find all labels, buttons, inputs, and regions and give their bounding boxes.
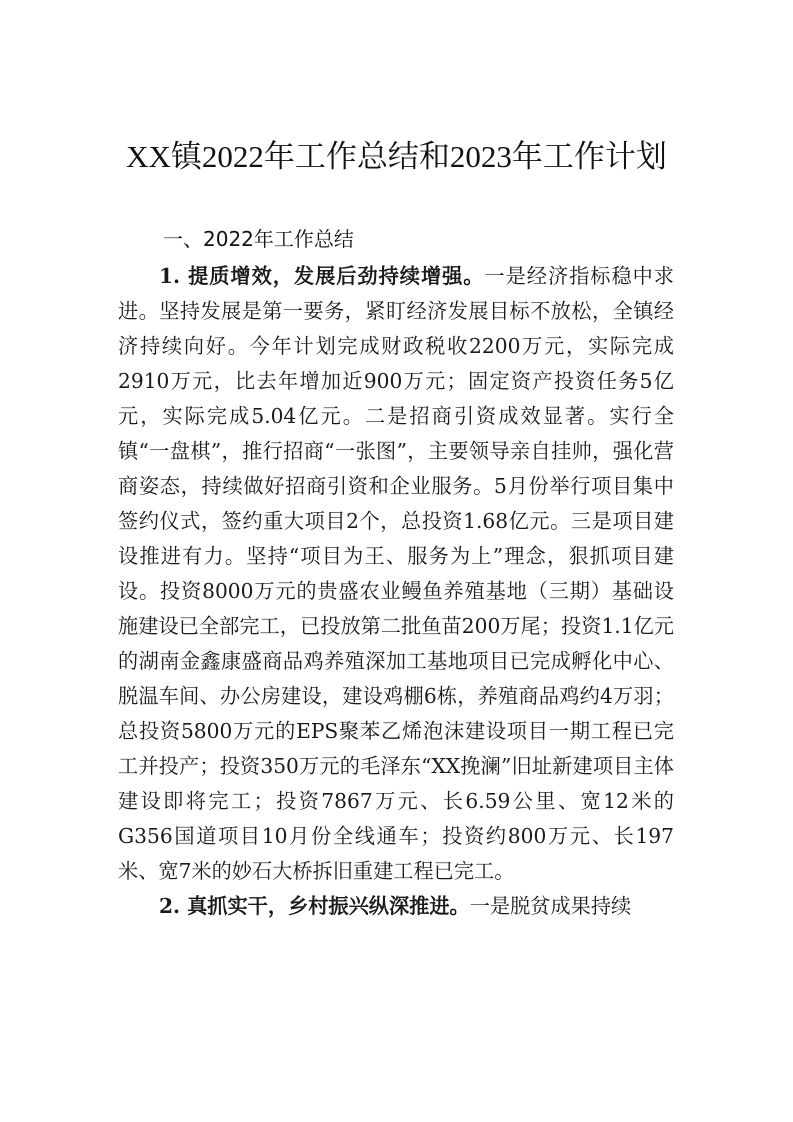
paragraph-1-lead: 1. 提质增效，发展后劲持续增强。 — [159, 264, 485, 288]
paragraph-1 — [118, 259, 674, 889]
section-heading: 一、2022年工作总结 — [163, 227, 354, 251]
paragraph-1-text: 一是经济指标稳中求进。坚持发展是第一要务，紧盯经济发展目标不放松，全镇经济持续向好。今年计划完成财政税收2200万元，实际完成2910万元，比去年增加近900万元；固定资产投资任务5亿元，实际完成5.04亿元。二是招商引资成效显著。实行全镇“一盘棋”，推行招商“一张图”，主要领导亲自挂帅，强化营商姿态，持续做好招商引资和企业服务。5月份举行项目集中签约仪式，签约重大项目2个，总投资1.68亿元。三是项目建设推进有力。坚持“项目为王、服务为上”理念，狠抓项目建设。投资8000万元的贵盛农业鳗鱼养殖基地（三期）基础设施建设已全部完工，已投放第二批鱼苗200万尾；投资1.1亿元的湖南金鑫康盛商品鸡养殖深加工基地项目已完成孵化中心、脱温车间、办公房建设，建设鸡棚6栋，养殖商品鸡约4万羽；总投资5800万元的EPS聚苯乙烯泡沫建设项目一期工程已完工并投产；投资350万元的毛泽东“XX挽澜”旧址新建项目主体建设即将完工；投资7867万元、长6.59公里、宽12米的G356国道项目10月份全线通车；投资约800万元、长197米、宽7米的妙石大桥拆旧重建工程已完工。 — [118, 264, 674, 883]
paragraph-2 — [118, 889, 674, 924]
paragraph-2-lead: 2. 真抓实干，乡村振兴纵深推进。 — [159, 894, 470, 918]
paragraph-2-text: 一是脱贫成果持续 — [469, 894, 632, 918]
document-title: XX镇2022年工作总结和2023年工作计划 — [126, 139, 667, 174]
document-body — [118, 259, 674, 924]
